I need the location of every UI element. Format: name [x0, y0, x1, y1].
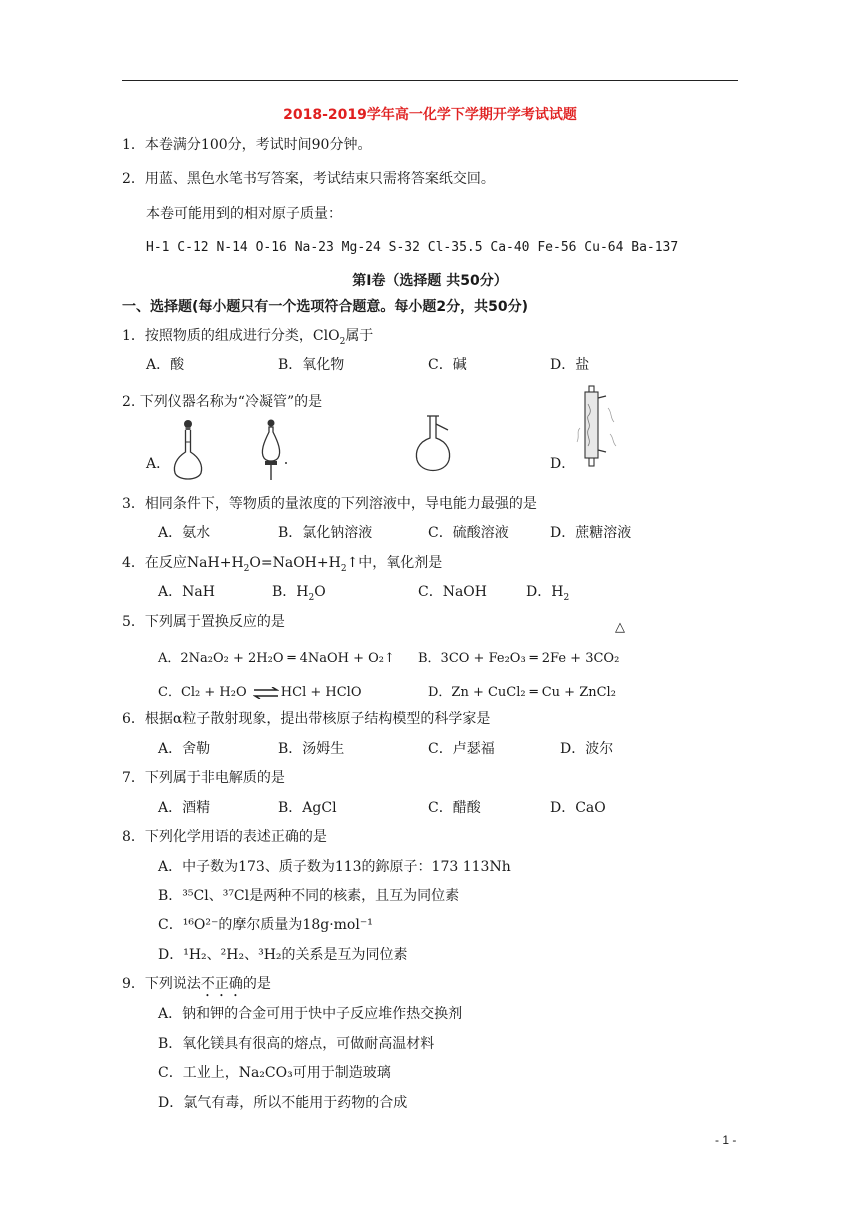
q4-option-b: B．$H_2O$ — [272, 584, 326, 603]
q7-option-c: C．醋酸 — [428, 800, 481, 816]
distilling-flask-icon — [412, 412, 464, 478]
q8-option-b: B．³⁵Cl、³⁷Cl是两种不同的核素，且互为同位素 — [158, 888, 460, 904]
q6-option-b: B．汤姆生 — [278, 741, 345, 757]
condenser-icon — [574, 384, 620, 468]
q1-stem: 1．按照物质的组成进行分类，ClO$_2$属于 — [122, 328, 374, 347]
q9-stem: 9．下列说法不正确的是 — [122, 976, 271, 992]
q5-option-d: D．Zn + CuCl₂ ═ Cu + ZnCl₂ — [428, 685, 616, 700]
q9-option-b: B．氧化镁具有很高的熔点，可做耐高温材料 — [158, 1036, 435, 1052]
section-title: 第Ⅰ卷（选择题 共50分） — [352, 273, 508, 289]
q3-option-a: A．氨水 — [158, 525, 211, 541]
note-2: 2．用蓝、黑色水笔书写答案，考试结束只需将答案纸交回。 — [122, 171, 495, 187]
q1-option-d: D．盐 — [550, 357, 590, 373]
q7-stem: 7．下列属于非电解质的是 — [122, 770, 285, 786]
q8-option-d: D．¹H₂、²H₂、³H₂的关系是互为同位素 — [158, 947, 408, 963]
q6-stem: 6．根据α粒子散射现象，提出带核原子结构模型的科学家是 — [122, 711, 491, 727]
reversible-arrow-icon — [253, 687, 279, 699]
q6-option-c: C．卢瑟福 — [428, 741, 495, 757]
q9-option-c: C．工业上，Na₂CO₃可用于制造玻璃 — [158, 1065, 391, 1081]
q2-stem: 2. 下列仪器名称为“冷凝管”的是 — [122, 394, 323, 410]
q3-stem: 3．相同条件下，等物质的量浓度的下列溶液中，导电能力最强的是 — [122, 496, 537, 512]
separatory-funnel-icon — [256, 418, 292, 484]
page-number: - 1 - — [715, 1133, 737, 1147]
q5-stem: 5．下列属于置换反应的是 — [122, 614, 285, 630]
q8-option-a: A．中子数为173、质子数为113的鉨原子：173 113Nh — [158, 859, 511, 875]
q4-option-a: A．NaH — [158, 584, 215, 600]
q8-option-c: C．¹⁶O²⁻的摩尔质量为18g·mol⁻¹ — [158, 917, 373, 933]
q3-option-c: C．硫酸溶液 — [428, 525, 509, 541]
note-3: 本卷可能用到的相对原子质量： — [146, 206, 342, 222]
exam-title: 2018-2019学年高一化学下学期开学考试试题 — [283, 107, 577, 123]
q6-option-a: A．舍勒 — [158, 741, 211, 757]
heat-triangle: △ — [615, 620, 625, 635]
q3-option-b: B．氯化钠溶液 — [278, 525, 373, 541]
q4-option-d: D．$H_2$ — [526, 584, 570, 603]
q1-option-a: A．酸 — [146, 357, 185, 373]
q9-option-a: A．钠和钾的合金可用于快中子反应堆作热交换剂 — [158, 1006, 463, 1022]
q2-option-a: A． — [146, 456, 171, 472]
part-heading: 一、选择题(每小题只有一个选项符合题意。每小题2分，共50分) — [122, 299, 529, 315]
q9-option-d: D．氯气有毒，所以不能用于药物的合成 — [158, 1095, 408, 1111]
q4-stem: 4．在反应$NaH+H_2O=NaOH+H_2↑$中，氧化剂是 — [122, 555, 443, 574]
q7-option-a: A．酒精 — [158, 800, 211, 816]
note-1: 1．本卷满分100分，考试时间90分钟。 — [122, 137, 372, 153]
q7-option-d: D．CaO — [550, 800, 606, 816]
q5-option-c: C．Cl₂ + H₂O HCl + HClO — [158, 685, 362, 700]
q1-option-b: B．氧化物 — [278, 357, 345, 373]
atomic-masses: H-1 C-12 N-14 O-16 Na-23 Mg-24 S-32 Cl-35.5 Ca-40 Fe-56 Cu-64 Ba-137 — [146, 240, 679, 255]
header-rule — [122, 80, 738, 81]
volumetric-flask-icon — [170, 418, 206, 484]
q5-option-b: B．3CO + Fe₂O₃ ═ 2Fe + 3CO₂ — [418, 651, 620, 666]
q8-stem: 8．下列化学用语的表述正确的是 — [122, 829, 327, 845]
q6-option-d: D．波尔 — [560, 741, 614, 757]
q3-option-d: D．蔗糖溶液 — [550, 525, 632, 541]
q1-option-c: C．碱 — [428, 357, 467, 373]
q4-option-c: C．NaOH — [418, 584, 487, 600]
q2-option-d: D． — [550, 456, 576, 472]
q5-option-a: A．2Na₂O₂ + 2H₂O ═ 4NaOH + O₂↑ — [158, 651, 395, 666]
q7-option-b: B．AgCl — [278, 800, 337, 816]
